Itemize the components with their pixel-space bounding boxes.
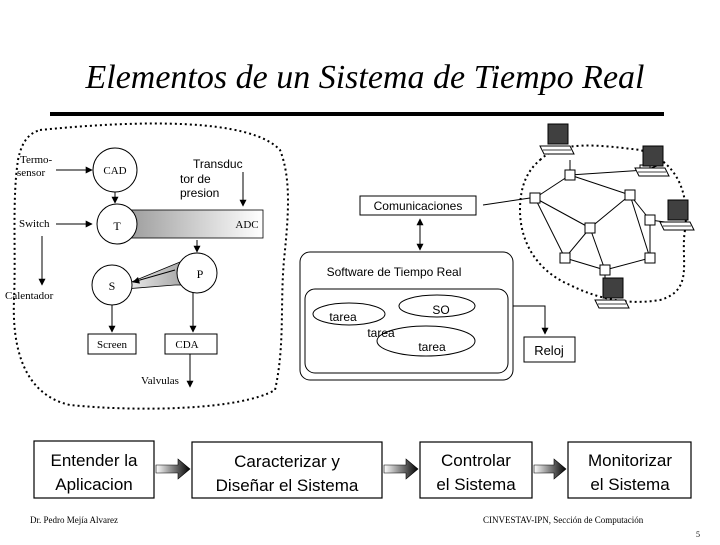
step-caracterizar-label: Caracterizar y	[234, 452, 340, 471]
step-monitorizar-label: Monitorizar	[587, 451, 673, 470]
plant-boundary	[14, 123, 288, 408]
step-controlar-label-2: el Sistema	[436, 475, 516, 494]
reloj-label: Reloj	[534, 343, 564, 358]
calentador-label: Calentador	[5, 290, 54, 302]
screen-label: Screen	[97, 339, 127, 351]
so-label: SO	[432, 303, 450, 317]
step-controlar-label: Controlar	[441, 451, 511, 470]
valvulas-label: Valvulas	[141, 375, 179, 387]
computer-terminal-icon	[635, 146, 669, 176]
step-arrow-3	[534, 459, 566, 479]
step-entender-label-2: Aplicacion	[55, 475, 133, 494]
software-title: Software de Tiempo Real	[326, 265, 462, 279]
footer-author: Dr. Pedro Mejía Alvarez	[30, 515, 118, 525]
computer-terminal-icon	[595, 278, 629, 308]
step-entender-label: Entender la	[50, 451, 138, 470]
transductor-label: Transduc	[193, 157, 243, 171]
switch-label: Switch	[19, 218, 50, 230]
step-caracterizar-label-2: Diseñar el Sistema	[215, 476, 359, 495]
transductor-label-3: presion	[180, 186, 220, 200]
tarea-label-1: tarea	[329, 310, 357, 324]
computer-terminal-icon	[540, 124, 574, 154]
network-to-comms-link	[483, 198, 530, 205]
cad-label: CAD	[103, 165, 127, 177]
computer-terminal-icon	[660, 200, 694, 230]
step-arrow-1	[156, 459, 190, 479]
t-label: T	[113, 219, 121, 233]
step-monitorizar-label-2: el Sistema	[590, 475, 670, 494]
software-inner-box	[305, 289, 508, 373]
footer-page-number: 5	[696, 530, 700, 539]
s-label: S	[108, 279, 116, 293]
termosensor-label-2: sensor	[17, 167, 46, 179]
tarea-label-3: tarea	[418, 340, 446, 354]
step-arrow-2	[384, 459, 418, 479]
adc-label: ADC	[235, 219, 259, 231]
cda-label: CDA	[175, 339, 199, 351]
footer-institution: CINVESTAV-IPN, Sección de Computación	[483, 515, 644, 525]
p-label: P	[196, 267, 204, 281]
software-to-reloj-arrow	[513, 306, 545, 334]
network-nodes	[530, 165, 655, 275]
termosensor-label: Termo-	[20, 154, 53, 166]
comunicaciones-label: Comunicaciones	[373, 199, 463, 213]
page-title: Elementos de un Sistema de Tiempo Real	[85, 59, 645, 96]
tarea-label-2: tarea	[367, 326, 395, 340]
transductor-label-2: tor de	[180, 172, 211, 186]
